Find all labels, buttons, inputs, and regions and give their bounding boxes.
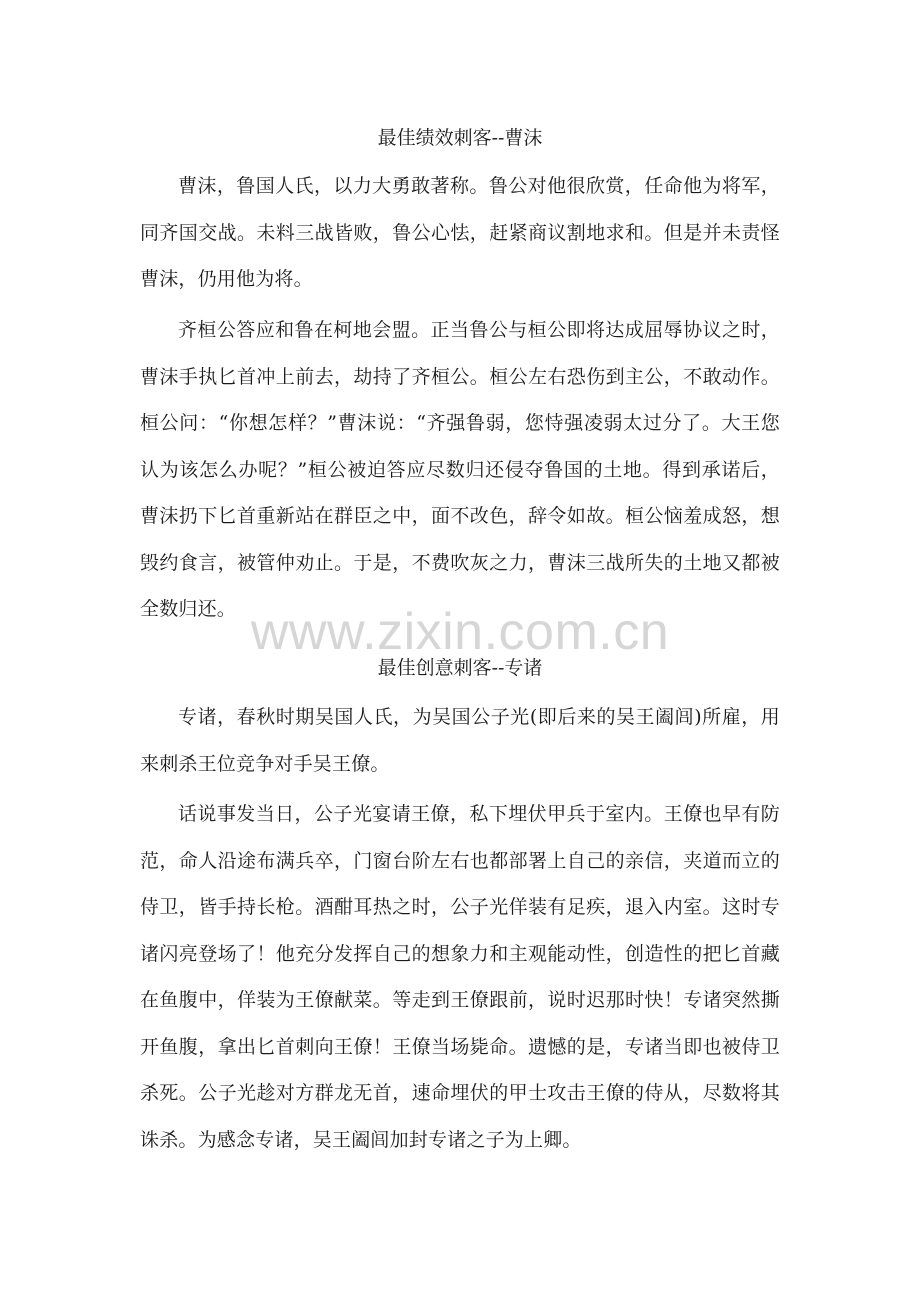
paragraph-zhuan-zhu-intro: 专诸，春秋时期吴国人氏，为吴国公子光(即后来的吴王阖闾)所雇，用来刺杀王位竞争对手吴王僚。 <box>140 706 780 775</box>
section-title-cao-mo: 最佳绩效刺客--曹沫 <box>377 127 543 149</box>
section-title-zhuan-zhu: 最佳创意刺客--专诸 <box>377 657 543 679</box>
watermark: www.zixin.com.cn <box>250 603 670 661</box>
paragraph-cao-mo-story: 齐桓公答应和鲁在柯地会盟。正当鲁公与桓公即将达成屈辱协议之时，曹沫手执匕首冲上前去，劫持了齐桓公。桓公左右恐伤到主公，不敢动作。桓公问：“你想怎样？”曹沫说：“齐强鲁弱，您恃强凌弱太过分了。大王您认为该怎么办呢？”桓公被迫答应尽数归还侵夺鲁国的土地。得到承诺后，曹沫扔下匕首重新站在群臣之中，面不改色，辞令如故。桓公恼羞成怒，想毁约食言，被管仲劝止。于是，不费吹灰之力，曹沫三战所失的土地又都被全数归还。 <box>140 319 780 620</box>
paragraph-zhuan-zhu-story: 话说事发当日，公子光宴请王僚，私下埋伏甲兵于室内。王僚也早有防范，命人沿途布满兵卒，门窗台阶左右也都部署上自己的亲信，夹道而立的侍卫，皆手持长枪。酒酣耳热之时，公子光佯装有足疾，退入内室。这时专诸闪亮登场了！他充分发挥自己的想象力和主观能动性，创造性的把匕首藏在鱼腹中，佯装为王僚献菜。等走到王僚跟前，说时迟那时快！专诸突然撕开鱼腹，拿出匕首刺向王僚！王僚当场毙命。遗憾的是，专诸当即也被侍卫杀死。公子光趁对方群龙无首，速命埋伏的甲士攻击王僚的侍从，尽数将其诛杀。为感念专诸，吴王阖闾加封专诸之子为上卿。 <box>140 803 780 1151</box>
paragraph-cao-mo-intro: 曹沫，鲁国人氏，以力大勇敢著称。鲁公对他很欣赏，任命他为将军，同齐国交战。未料三战皆败，鲁公心怯，赶紧商议割地求和。但是并未责怪曹沫，仍用他为将。 <box>140 175 780 290</box>
